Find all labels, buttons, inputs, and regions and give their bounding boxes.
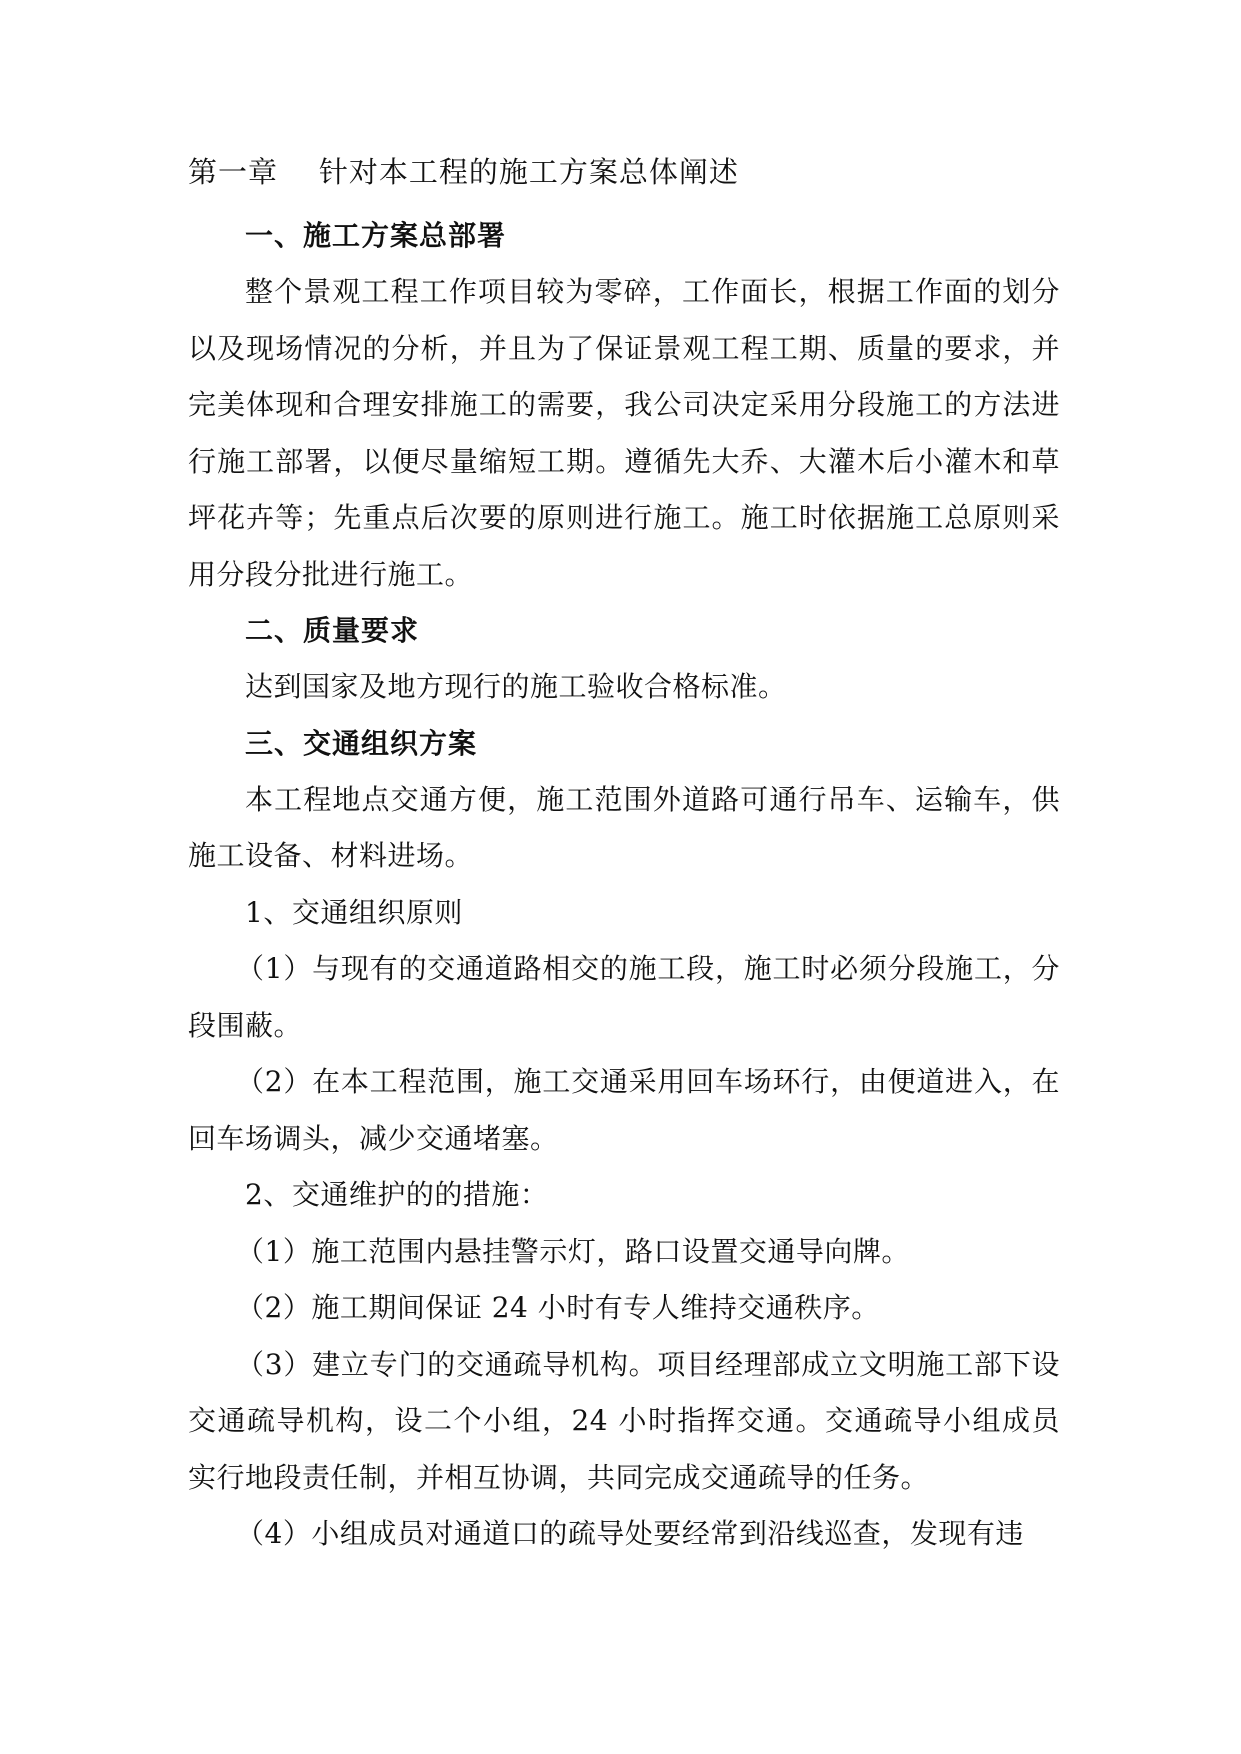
list-item: （2）在本工程范围，施工交通采用回车场环行，由便道进入，在回车场调头，减少交通堵塞。 bbox=[188, 1065, 1060, 1155]
subheading-traffic-measures: 2、交通维护的的措施： bbox=[245, 1178, 549, 1211]
list-item: （1）与现有的交通道路相交的施工段，施工时必须分段施工，分段围蔽。 bbox=[188, 952, 1060, 1042]
section-heading-deployment: 一、施工方案总部署 bbox=[245, 219, 507, 252]
paragraph-deployment: 整个景观工程工作项目较为零碎，工作面长，根据工作面的划分以及现场情况的分析，并且为了保证景观工程工期、质量的要求，并完美体现和合理安排施工的需要，我公司决定采用分段施工的方法进行施工部署，以便尽量缩短工期。遵循先大乔、大灌木后小灌木和草坪花卉等；先重点后次要的原则进行施工。施工时依据施工总原则采用分段分批进行施工。 bbox=[188, 275, 1060, 591]
list-item: （1）施工范围内悬挂警示灯，路口设置交通导向牌。 bbox=[236, 1234, 910, 1268]
list-item: （4）小组成员对通道口的疏导处要经常到沿线巡查，发现有违 bbox=[236, 1517, 1024, 1550]
section-heading-traffic: 三、交通组织方案 bbox=[245, 726, 478, 760]
list-item: （2）施工期间保证 24 小时有专人维持交通秩序。 bbox=[236, 1291, 880, 1324]
subheading-traffic-principles: 1、交通组织原则 bbox=[245, 895, 463, 929]
document-body bbox=[188, 150, 1060, 1563]
paragraph-quality: 达到国家及地方现行的施工验收合格标准。 bbox=[245, 670, 787, 703]
list-item: （3）建立专门的交通疏导机构。项目经理部成立文明施工部下设交通疏导机构，设二个小组，24 小时指挥交通。交通疏导小组成员实行地段责任制，并相互协调，共同完成交通疏导的任务。 bbox=[188, 1347, 1060, 1494]
paragraph-traffic: 本工程地点交通方便，施工范围外道路可通行吊车、运输车，供施工设备、材料进场。 bbox=[188, 782, 1060, 872]
section-heading-quality: 二、质量要求 bbox=[245, 614, 420, 647]
chapter-title: 第一章 针对本工程的施工方案总体阐述 bbox=[188, 155, 739, 189]
